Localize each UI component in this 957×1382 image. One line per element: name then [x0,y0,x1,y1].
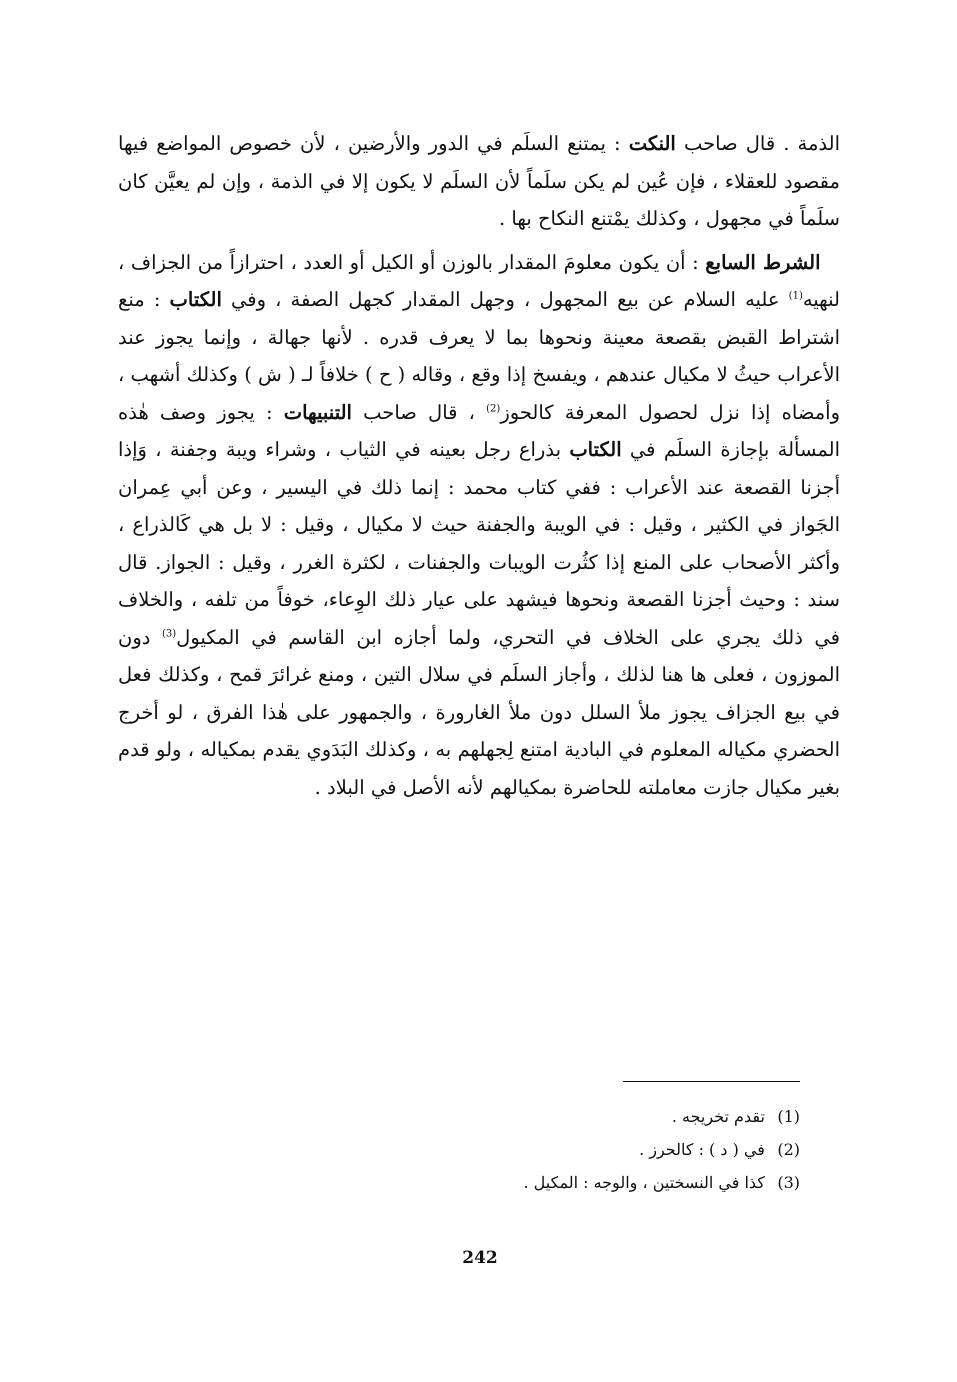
text-run: دون الموزون ، فعلى ها هنا لذلك ، وأجاز السلَم في سلال التين ، ومنع غرائرَ قمح ، وكذلك فعل في بيع الجزاف يجوز ملأ السلل دون ملأ الغارورة ، والجمهور على هٰذا الفرق ، لو أخرج الحضري مكياله المعلوم في البادية امتنع لِجهلهم به ، وكذلك البَدَوي يقدم بمكياله ، ولو قدم بغير مكيال جازت معاملته للحاضرة بمكيالهم لأنه الأصل في البلاد . [118,625,840,799]
text-run: : يجوز وصف هٰذه المسألة بإجازة السلَم في [118,400,840,461]
footnote-number: (2) [777,1140,800,1159]
text-run: بذراع رجل بعينه في الثياب ، وشراء ويبة وجفنة ، وَإذا أجزنا القصعة عند الأعراب : ففي كتاب محمد : إنما ذلك في اليسير ، وعن أبي عِمران الجَواز في الكثير ، وقيل : في الويبة والجفنة حيث لا مكيال ، وقيل : لا بل هي كَالذراع ، وأكثر الأصحاب على المنع إذا كثُرت الويبات والجفنات ، لكثرة الغرر ، وقيل : الجواز. قال سند : وحيث أجزنا القصعة ونحوها فيشهد على عيار ذلك الوِعاء، خوفاً من تلفه ، والخلاف في ذلك يجري على الخلاف في التحري، ولما أجازه ابن القاسم في المكيول [118,438,841,649]
bold-term: النكت [628,132,676,155]
footnote-ref: (1) [788,290,803,302]
footnote-separator [623,1081,800,1082]
footnote [300,1133,800,1166]
footnote-text: تقدم تخريجه . [671,1107,765,1126]
text-run: : أن يكون معلومَ المقدار بالوزن أو الكيل أو العدد ، احترازاً من الجزاف ، لنهيه [118,250,840,311]
text-run: عليه السلام عن بيع المجهول ، وجهل المقدار كجهل الصفة ، وفي [221,288,789,311]
paragraph-1 [118,125,840,238]
page-number: 242 [462,1248,498,1268]
footnote-ref: (2) [486,403,501,414]
text-run: : منع اشتراط القبض بقصعة معينة ونحوها بما لا يعرف قدره . لأنها جهالة ، وإنما يجوز عند الأعراب حيثُ لا مكيال عندهم ، ويفسخ إذا وقع ، وقاله ( ح ) خلافاً لـ ( ش ) وكذلك أشهب ، وأمضاه إذا نزل لحصول المعرفة كالحوز [118,288,841,424]
text-run: الذمة . قال صاحب [675,132,840,155]
footnote [300,1100,800,1133]
footnote-text: في ( د ) : كالحرز . [639,1140,765,1159]
footnote-text: كذا في النسختين ، والوجه : المكيل . [523,1173,765,1192]
main-text [118,125,840,806]
paragraph-2 [118,244,840,807]
bold-term: الكتاب [569,438,622,461]
footnote-number: (3) [777,1173,800,1192]
text-run: ، قال صاحب [351,400,487,424]
bold-term: التنبيهات [283,400,352,424]
section-heading-term: الشرط السابع [705,250,821,274]
footnote-ref: (3) [161,628,177,639]
footnotes [300,1100,800,1199]
text-run: : يمتنع السلَم في الدور والأرضين ، لأن خصوص المواضع فيها مقصود للعقلاء ، فإن عُين لم يكن سلَماً لأن السلَم لا يكون إلا في الذمة ، وإن لم يعيَّن كان سلَماً في مجهول ، وكذلك يمْتنع النكاح بها . [118,132,840,230]
footnote-number: (1) [777,1107,800,1126]
bold-term: الكتاب [169,288,222,311]
footnote [300,1166,800,1199]
